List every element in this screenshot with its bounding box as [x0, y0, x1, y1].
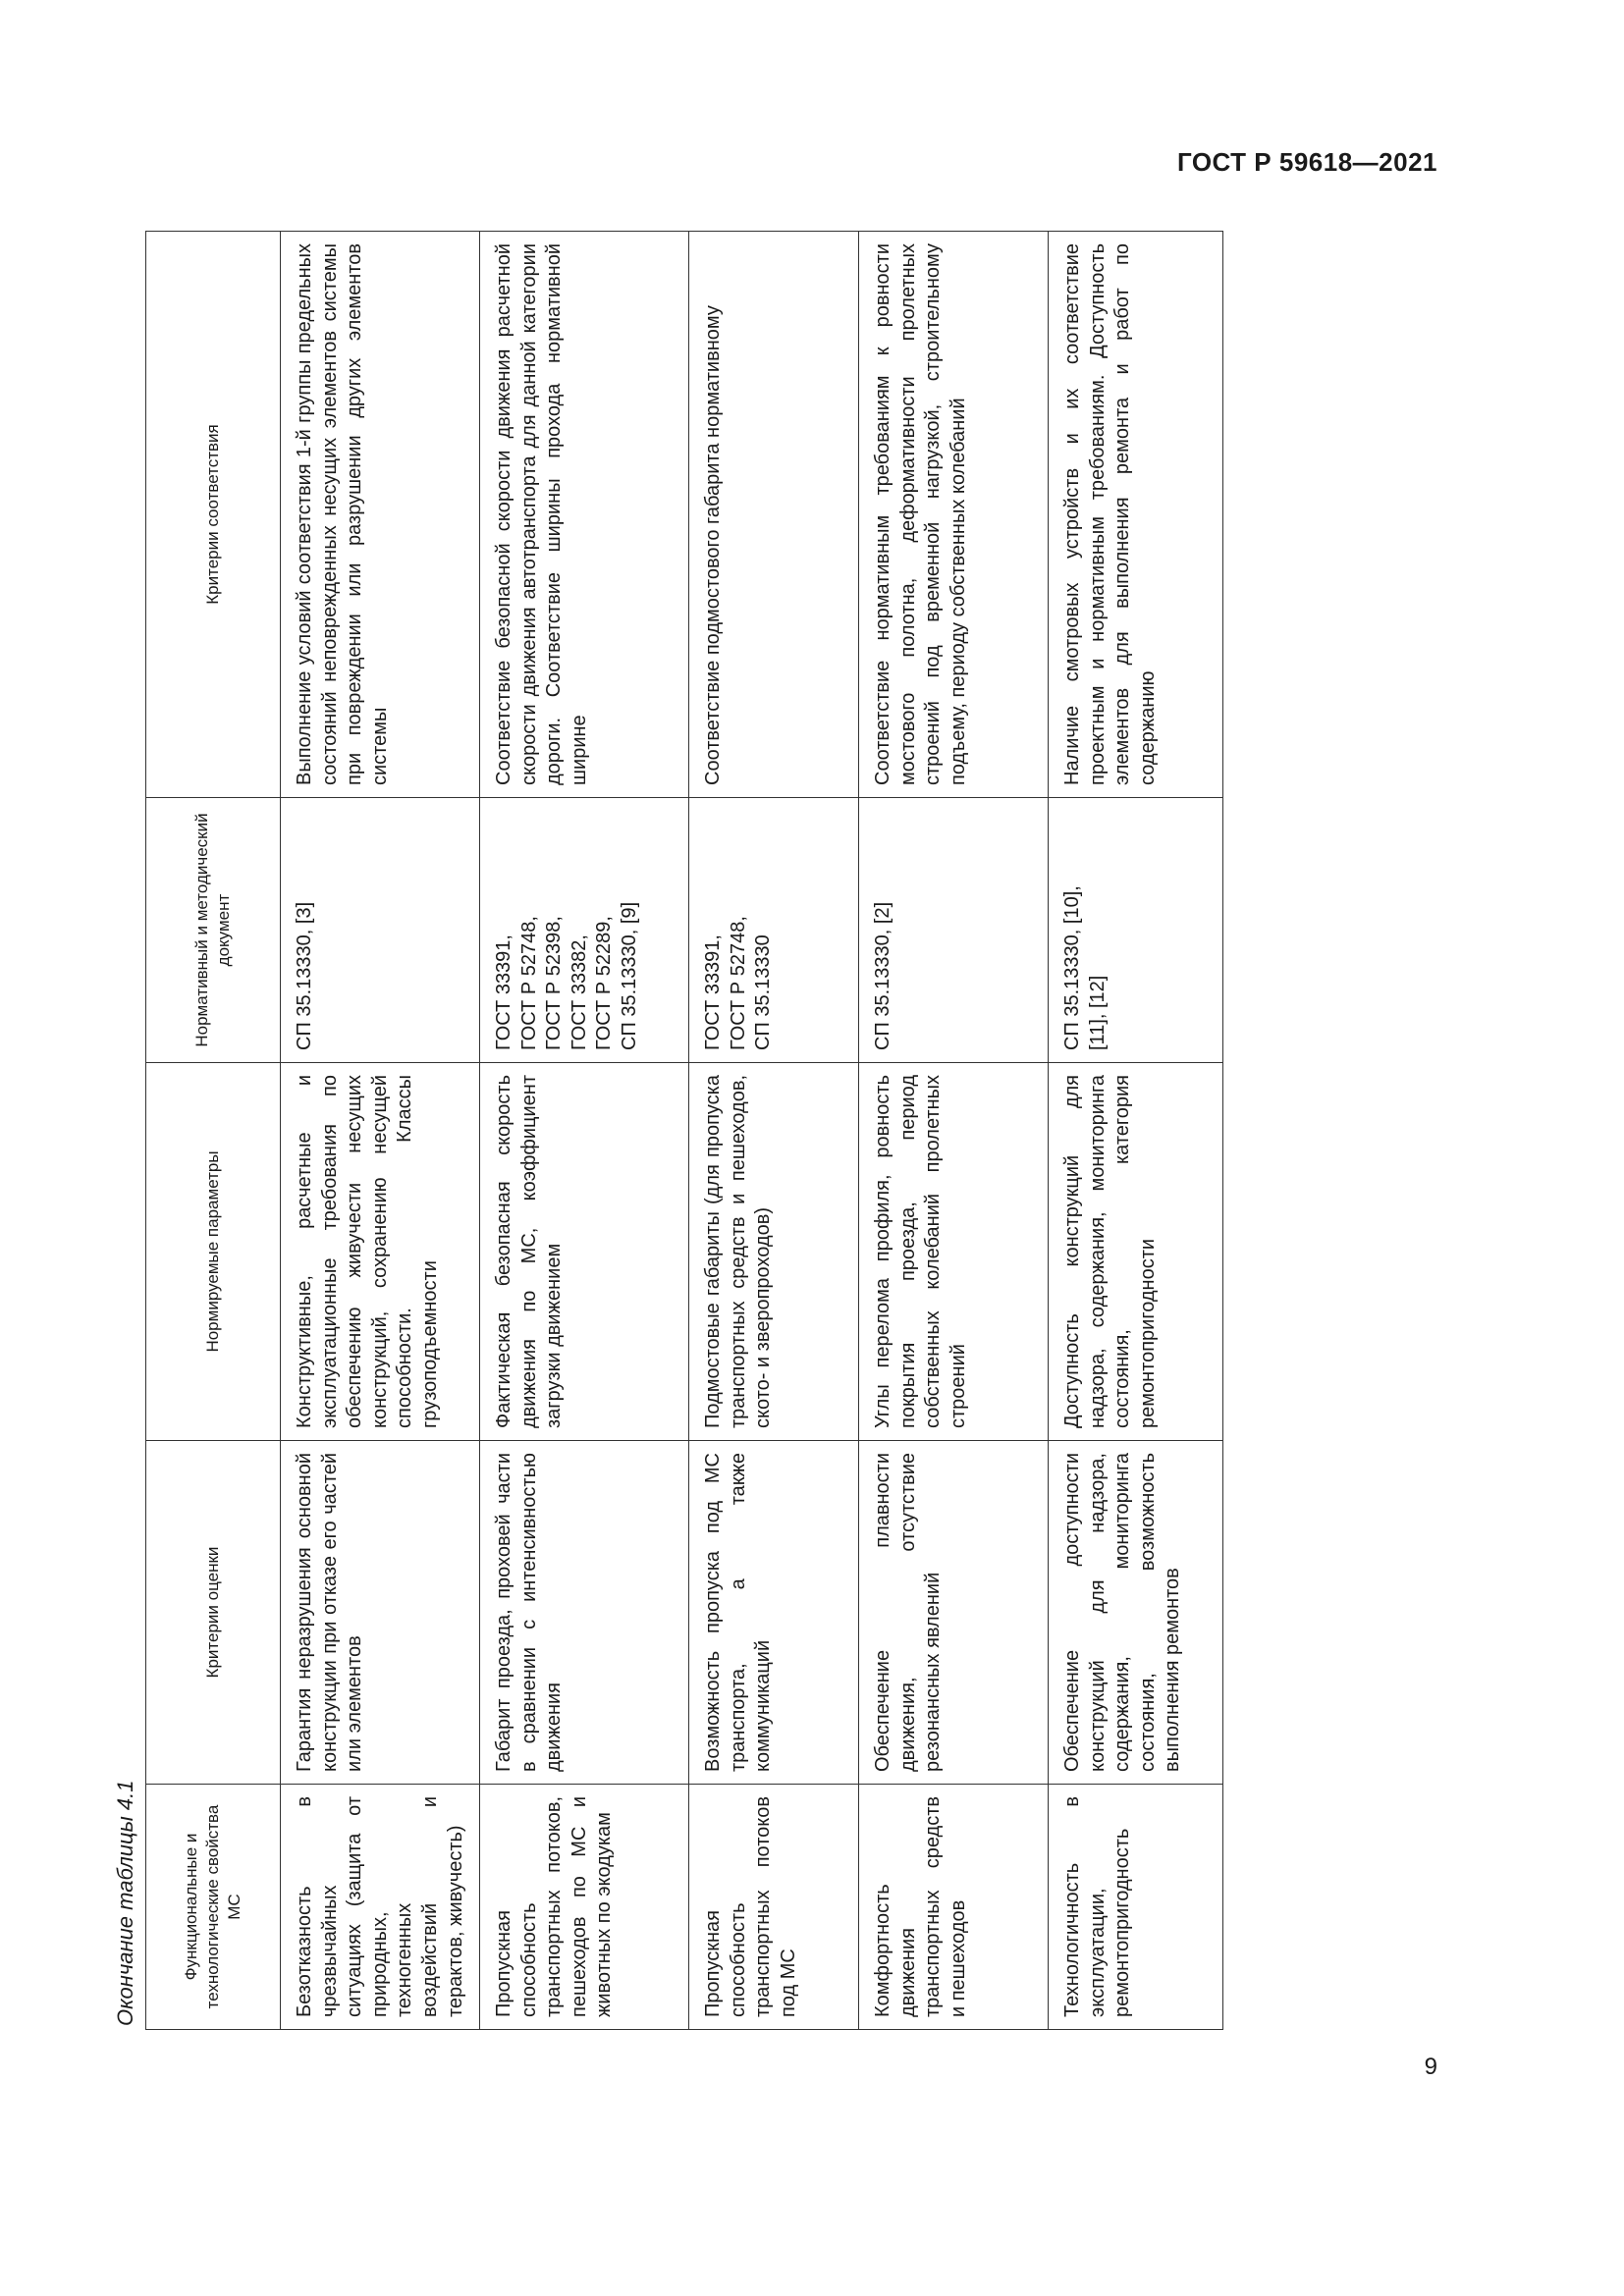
table-row	[1049, 232, 1223, 2030]
cell-criteria: Габарит проезда, проховей части в сравнении с интенсивностью движения	[480, 1441, 689, 1785]
table-row	[480, 232, 689, 2030]
cell-documents	[859, 798, 1049, 1063]
cell-compliance: Выполнение условий соответствия 1-й группы предельных состояний неповрежденных несущих элементов системы при повреждении или разрушении других элементов системы	[281, 232, 480, 798]
column-header-compliance: Критерии соответствия	[146, 232, 281, 798]
document-ref: СП 35.13330, [9]	[618, 901, 640, 1050]
document-ref: ГОСТ 33382,	[568, 934, 590, 1050]
table-caption: Окончание таблицы 4.1	[113, 1780, 137, 2026]
table-header-row	[146, 232, 281, 2030]
document-ref: ГОСТ 33391,	[702, 934, 724, 1050]
document-ref: СП 35.13330, [10],	[1061, 885, 1083, 1050]
cell-documents	[689, 798, 859, 1063]
column-header-property: Функциональные и технологические свойства МС	[146, 1785, 281, 2030]
cell-criteria: Обеспечение доступности конструкций для надзора, содержания, мониторинга состояния, возможность выполнения ремонтов	[1049, 1441, 1223, 1785]
cell-parameters: Углы перелома профиля, ровность покрытия проезда, период собственных колебаний пролетных строений	[859, 1063, 1049, 1441]
document-ref: ГОСТ Р 52748,	[517, 916, 540, 1050]
cell-property: Пропускная способность транспортных потоков под МС	[689, 1785, 859, 2030]
document-ref: СП 35.13330	[752, 934, 775, 1050]
rotated-table-block	[106, 232, 1265, 2030]
document-ref: ГОСТ Р 52398,	[543, 916, 566, 1050]
table-row	[281, 232, 480, 2030]
standard-designation: ГОСТ Р 59618—2021	[1176, 147, 1437, 177]
cell-parameters: Подмостовые габариты (для пропуска транспортных средств и пешеходов, ското- и зверопроходов)	[689, 1063, 859, 1441]
cell-criteria: Гарантия неразрушения основной конструкции при отказе его частей или элементов	[281, 1441, 480, 1785]
cell-compliance: Соответствие подмостового габарита нормативному	[689, 232, 859, 798]
cell-property: Комфортность движения транспортных средств и пешеходов	[859, 1785, 1049, 2030]
table-row	[859, 232, 1049, 2030]
cell-compliance: Соответствие безопасной скорости движения расчетной скорости движения автотранспорта для данной категории дороги. Соответствие ширины прохода нормативной ширине	[480, 232, 689, 798]
cell-property: Технологичность в эксплуатации, ремонтопригодность	[1049, 1785, 1223, 2030]
document-ref: ГОСТ Р 52748,	[727, 916, 749, 1050]
cell-criteria: Обеспечение плавности движения, отсутствие резонансных явлений	[859, 1441, 1049, 1785]
cell-property: Безотказность в чрезвычайных ситуациях (защита от природных, техногенных воздействий и терактов, живучесть)	[281, 1785, 480, 2030]
cell-documents	[1049, 798, 1223, 1063]
cell-compliance: Наличие смотровых устройств и их соответствие проектным и нормативным требованиям. Доступность элементов для выполнения ремонта и работ по содержанию	[1049, 232, 1223, 798]
document-ref: СП 35.13330, [3]	[294, 901, 315, 1050]
document-ref: ГОСТ 33391,	[493, 934, 514, 1050]
table-row	[689, 232, 859, 2030]
document-ref: ГОСТ Р 52289,	[593, 916, 616, 1050]
cell-documents	[281, 798, 480, 1063]
column-header-documents: Нормативный и методический документ	[146, 798, 281, 1063]
cell-parameters: Фактическая безопасная скорость движения по МС, коэффициент загрузки движением	[480, 1063, 689, 1441]
document-ref: СП 35.13330, [2]	[872, 901, 893, 1050]
cell-criteria: Возможность пропуска под МС транспорта, а также коммуникаций	[689, 1441, 859, 1785]
cell-parameters: Конструктивные, расчетные и эксплуатационные требования по обеспечению живучести несущих конструкций, сохранению несущей способности. Классы грузоподъемности	[281, 1063, 480, 1441]
column-header-parameters: Нормируемые параметры	[146, 1063, 281, 1441]
cell-property: Пропускная способность транспортных потоков, пешеходов по МС и животных по экодукам	[480, 1785, 689, 2030]
page-number: 9	[1424, 2054, 1437, 2080]
column-header-criteria: Критерии оценки	[146, 1441, 281, 1785]
cell-documents	[480, 798, 689, 1063]
criteria-table	[145, 231, 1223, 2030]
cell-compliance: Соответствие нормативным требованиям к ровности мостового полотна, деформативности пролетных строений под временной нагрузкой, строительному подъему, периоду собственных колебаний	[859, 232, 1049, 798]
document-ref: [11], [12]	[1086, 975, 1109, 1050]
cell-parameters: Доступность конструкций для надзора, содержания, мониторинга состояния, категория ремонтопригодности	[1049, 1063, 1223, 1441]
